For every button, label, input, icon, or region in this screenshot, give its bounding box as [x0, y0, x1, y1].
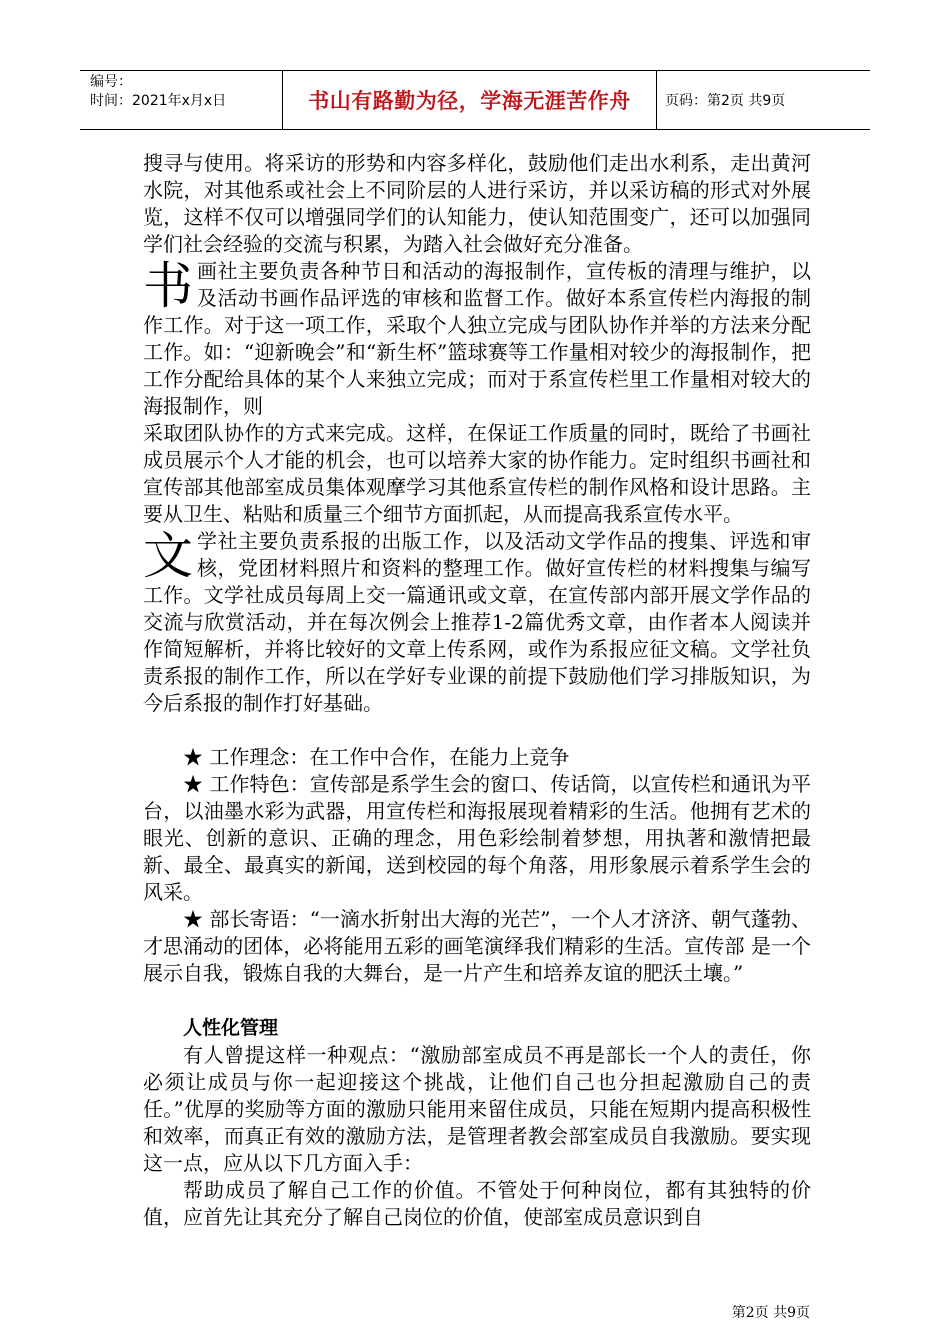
paragraph-calligraphy-club — [143, 258, 811, 420]
paragraph-calligraphy-text: 画社主要负责各种节日和活动的海报制作，宣传板的清理与维护，以及活动书画作品评选的审核和监督工作。做好本系宣传栏内海报的制作工作。对于这一项工作，采取个人独立完成与团队协作并举的方法来分配工作。如：“迎新晚会”和“新生杯”篮球赛等工作量相对较少的海报制作，把工作分配给具体的某个人来独立完成；而对于系宣传栏里工作量相对较大的海报制作，则 — [143, 259, 811, 418]
work-features: ★ 工作特色：宣传部是系学生会的窗口、传话筒，以宣传栏和通讯为平台，以油墨水彩为武器，用宣传栏和海报展现着精彩的生活。他拥有艺术的眼光、创新的意识、正确的理念，用色彩绘制着梦想，用执著和激情把最新、最全、最真实的新闻，送到校园的每个角落，用形象展示着系学生会的风采。 — [143, 772, 811, 904]
document-body — [143, 150, 811, 1231]
paragraph-interview: 搜寻与使用。将采访的形势和内容多样化，鼓励他们走出水利系，走出黄河水院，对其他系或社会上不同阶层的人进行采访，并以采访稿的形式对外展览，这样不仅可以增强同学们的认知能力，使认知范围变广，还可以加强同学们社会经验的交流与积累，为踏入社会做好充分准备。 — [143, 151, 811, 256]
paragraph-motivation: 有人曾提这样一种观点：“激励部室成员不再是部长一个人的责任，你必须让成员与你一起迎接这个挑战，让他们自己也分担起激励自己的责任。”优厚的奖励等方面的激励只能用来留住成员，只能在短期内提高积极性和效率，而真正有效的激励方法，是管理者教会部室成员自我激励。要实现这一点，应从以下几方面入手： — [143, 1043, 811, 1175]
paragraph-literature-club — [143, 528, 811, 717]
page-footer: 第2页 共9页 — [731, 1305, 810, 1321]
header-motto-cell — [283, 71, 657, 129]
spacer — [143, 717, 811, 744]
document-number-label: 编号： — [90, 74, 132, 90]
page-header — [80, 70, 870, 130]
document-time-label: 时间：2021年x月x日 — [90, 93, 227, 109]
drop-cap-shu: 书 — [143, 257, 193, 315]
spacer — [143, 987, 811, 1014]
work-philosophy: ★ 工作理念：在工作中合作，在能力上竞争 — [183, 745, 570, 769]
header-motto: 书山有路勤为径，学海无涯苦作舟 — [308, 89, 631, 113]
minister-message: ★ 部长寄语：“一滴水折射出大海的光芒”，一个人才济济、朝气蓬勃、才思涌动的团体，必将能用五彩的画笔演绎我们精彩的生活。宣传部 是一个展示自我，锻炼自我的大舞台，是一片产生和培养友谊的肥沃土壤。” — [143, 907, 811, 985]
header-meta — [80, 71, 283, 129]
section-title: 人性化管理 — [183, 1017, 279, 1039]
header-page-info: 页码：第2页 共9页 — [665, 93, 786, 109]
paragraph-team-work: 采取团队协作的方式来完成。这样，在保证工作质量的同时，既给了书画社成员展示个人才能的机会，也可以培养大家的协作能力。定时组织书画社和宣传部其他部室成员集体观摩学习其他系宣传栏的制作风格和设计思路。主要从卫生、粘贴和质量三个细节方面抓起，从而提高我系宣传水平。 — [143, 421, 811, 526]
paragraph-help-members: 帮助成员了解自己工作的价值。不管处于何种岗位，都有其独特的价值，应首先让其充分了解自己岗位的价值，使部室成员意识到自 — [143, 1178, 811, 1229]
drop-cap-wen: 文 — [143, 527, 193, 585]
paragraph-literature-text: 学社主要负责系报的出版工作，以及活动文学作品的搜集、评选和审核，党团材料照片和资料的整理工作。做好宣传栏的材料搜集与编写工作。文学社成员每周上交一篇通讯或文章，在宣传部内部开展文学作品的交流与欣赏活动，并在每次例会上推荐1-2篇优秀文章，由作者本人阅读并作简短解析，并将比较好的文章上传系网，或作为系报应征文稿。文学社负责系报的制作工作，所以在学好专业课的前提下鼓励他们学习排版知识，为今后系报的制作打好基础。 — [143, 529, 811, 715]
